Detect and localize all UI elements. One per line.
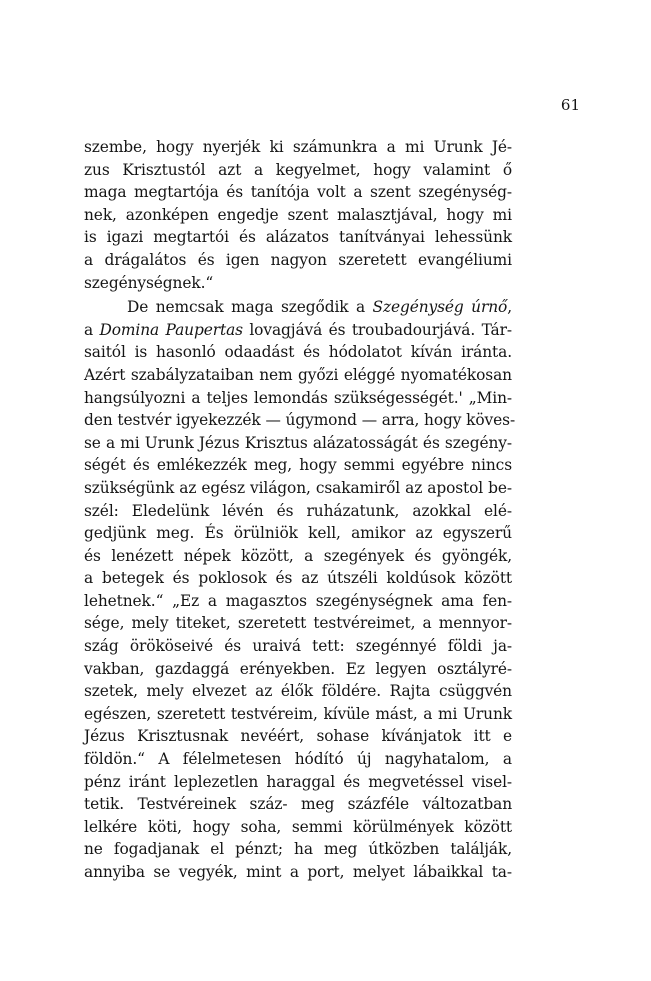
text-line: ségét és emlékezzék meg, hogy semmi egyébre nincs — [84, 456, 512, 475]
text-line: is igazi megtartói és alázatos tanítványai lehessünk — [84, 228, 512, 247]
text-line: szetek, mely elvezet az élők földére. Rajta csüggvén — [84, 682, 512, 701]
text-line: és lenézett népek között, a szegények és gyöngék, — [84, 546, 512, 565]
text-run: De nemcsak maga szegődik a — [127, 298, 373, 317]
text-line: den testvér igyekezzék — úgymond — arra, hogy köves- — [84, 411, 516, 430]
text-line: hangsúlyozni a teljes lemondás szükségességét.' „Min- — [84, 388, 512, 407]
text-line: a drágalátos és igen nagyon szeretett evangéliumi — [84, 250, 512, 269]
text-line: tetik. Testvéreinek száz- meg százféle változatban — [84, 795, 512, 814]
text-line: nek, azonképen engedje szent malasztjával, hogy mi — [84, 205, 512, 224]
text-line: ne fogadjanak el pénzt; ha meg útközben találják, — [84, 840, 512, 859]
text-line: pénz iránt leplezetlen haraggal és megvetéssel visel- — [84, 772, 512, 791]
text-line: lelkére köti, hogy soha, semmi körülmények között — [84, 817, 512, 836]
text-line: annyiba se vegyék, mint a port, melyet lábaikkal ta- — [84, 863, 512, 881]
text-line — [84, 319, 512, 342]
text-line: Azért szabályzataiban nem győzi eléggé nyomatékosan — [84, 365, 512, 384]
text-line: maga megtartója és tanítója volt a szent szegénység- — [84, 183, 512, 202]
page-number: 61 — [560, 96, 580, 114]
body-text — [84, 136, 516, 884]
text-line: saitól is hasonló odaadást és hódolatot kíván iránta. — [84, 343, 512, 362]
text-run: lovagjává és troubadourjává. Tár- — [242, 320, 512, 339]
text-line: a betegek és poklosok és az útszéli koldúsok között — [84, 569, 512, 588]
text-line: zus Krisztustól azt a kegyelmet, hogy valamint ő — [84, 160, 512, 179]
text-line: szél: Eledelünk lévén és ruházatunk, azokkal elé- — [84, 501, 512, 520]
text-line: se a mi Urunk Jézus Krisztus alázatosságát és szegény- — [84, 433, 512, 452]
text-run: a — [84, 320, 100, 339]
text-line: sége, mely titeket, szeretett testvéreimet, a mennyor- — [84, 614, 512, 633]
text-line: szegénységnek.“ — [84, 273, 214, 292]
text-line: lehetnek.“ „Ez a magasztos szegénységnek ama fen- — [84, 591, 512, 610]
text-line: szükségünk az egész világon, csakamiről az apostol be- — [84, 478, 512, 497]
text-line — [84, 296, 512, 319]
text-line: szág örököseivé és uraivá tett: szegénnyé földi ja- — [84, 637, 512, 656]
text-line: szembe, hogy nyerjék ki számunkra a mi Urunk Jé- — [84, 138, 512, 156]
text-line: egészen, szeretett testvéreim, kívüle mást, a mi Urunk — [84, 704, 512, 723]
text-line: Jézus Krisztusnak nevéért, sohase kívánjatok itt e — [84, 727, 512, 746]
italic-term: Szegénység úrnő — [372, 298, 508, 317]
text-run: , — [507, 298, 512, 317]
italic-term: Domina Paupertas — [99, 320, 243, 339]
text-line: földön.“ A félelmetesen hódító új nagyhatalom, a — [84, 750, 512, 769]
text-line: gedjünk meg. És örülniök kell, amikor az egyszerű — [84, 524, 512, 543]
text-line: vakban, gazdaggá erényekben. Ez legyen osztályré- — [84, 659, 512, 678]
